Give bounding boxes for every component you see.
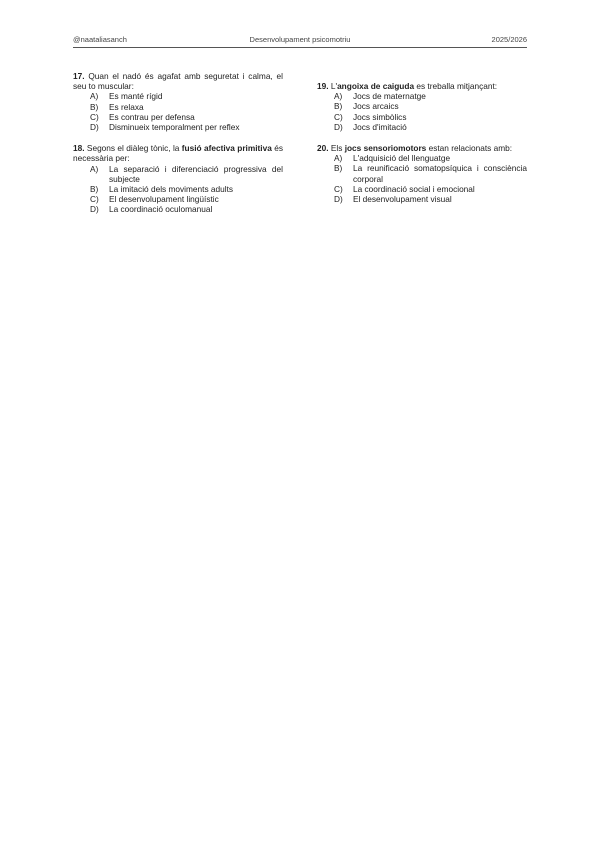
option-b	[73, 184, 283, 194]
option-a	[73, 91, 283, 101]
option-text: Jocs d'imitació	[353, 121, 407, 132]
stem-keyword: fusió afectiva primitiva	[181, 143, 272, 154]
option-letter: B)	[90, 184, 99, 195]
question-number: 20.	[317, 143, 329, 154]
option-letter: D)	[334, 121, 343, 132]
option-a	[317, 91, 527, 101]
option-b	[317, 101, 527, 111]
stem-text: Quan el nadó és agafat amb seguretat i calma, el seu to muscular:	[73, 71, 283, 92]
question-18	[73, 143, 283, 214]
option-a	[317, 153, 527, 163]
stem-text: Els	[328, 143, 345, 154]
option-letter: D)	[90, 204, 99, 215]
option-text: Jocs de maternatge	[353, 91, 426, 102]
stem-keyword: jocs sensoriomotors	[344, 143, 427, 154]
question-17	[73, 71, 283, 132]
option-text: L'adquisició del llenguatge	[353, 153, 451, 164]
option-text: Disminueix temporalment per reflex	[109, 122, 240, 133]
option-letter: C)	[334, 183, 343, 194]
option-c	[73, 112, 283, 122]
question-stem	[317, 81, 527, 91]
option-text: Es contrau per defensa	[109, 111, 195, 122]
stem-text: L'	[328, 81, 338, 91]
question-stem	[317, 143, 527, 153]
question-20	[317, 143, 527, 204]
author-handle: @naataliasanch	[73, 35, 127, 44]
option-text: La separació i diferenciació progressiva del subjecte	[109, 163, 283, 184]
option-text: La coordinació social i emocional	[353, 183, 475, 194]
stem-text: Segons el diàleg tònic, la	[84, 143, 182, 154]
option-letter: D)	[334, 194, 343, 205]
question-stem	[73, 71, 283, 91]
option-letter: B)	[334, 163, 343, 174]
option-d	[317, 194, 527, 204]
stem-text: estan relacionats amb:	[426, 143, 513, 154]
option-letter: D)	[90, 122, 99, 133]
option-d	[317, 122, 527, 132]
right-column	[317, 81, 527, 215]
stem-keyword: angoixa de caiguda	[337, 81, 415, 91]
option-letter: A)	[90, 91, 99, 102]
option-text: La coordinació oculomanual	[109, 204, 213, 215]
option-letter: A)	[90, 163, 99, 174]
option-letter: B)	[90, 101, 99, 112]
left-column	[73, 71, 283, 226]
header-divider	[73, 47, 527, 48]
option-c	[317, 112, 527, 122]
stem-text: és necessària per:	[73, 143, 283, 164]
option-b	[317, 163, 527, 183]
option-text: Jocs arcaics	[353, 101, 399, 112]
option-letter: C)	[90, 194, 99, 205]
option-d	[73, 204, 283, 214]
option-text: Es manté rígid	[109, 91, 163, 102]
question-number: 18.	[73, 143, 85, 154]
option-list	[73, 164, 283, 215]
option-b	[73, 102, 283, 112]
option-letter: A)	[334, 91, 343, 102]
question-number: 19.	[317, 81, 329, 91]
option-list	[73, 91, 283, 132]
option-d	[73, 122, 283, 132]
option-letter: C)	[90, 111, 99, 122]
academic-year: 2025/2026	[491, 35, 527, 44]
question-19	[317, 81, 527, 132]
option-text: La reunificació somatopsíquica i consciència corporal	[353, 163, 527, 184]
stem-text: es treballa mitjançant:	[414, 81, 498, 91]
subject-title: Desenvolupament psicomotriu	[249, 35, 351, 44]
option-a	[73, 164, 283, 184]
option-letter: A)	[334, 153, 343, 164]
option-c	[73, 194, 283, 204]
question-number: 17.	[73, 71, 85, 81]
page-header	[73, 35, 527, 47]
option-letter: C)	[334, 111, 343, 122]
question-stem	[73, 143, 283, 163]
option-text: La imitació dels moviments adults	[109, 184, 234, 195]
option-list	[317, 153, 527, 204]
option-text: El desenvolupament lingüístic	[109, 194, 219, 205]
option-text: Es relaxa	[109, 101, 144, 112]
option-list	[317, 91, 527, 132]
option-text: Jocs simbòlics	[353, 111, 407, 122]
option-text: El desenvolupament visual	[353, 194, 452, 205]
option-letter: B)	[334, 101, 343, 112]
option-c	[317, 184, 527, 194]
